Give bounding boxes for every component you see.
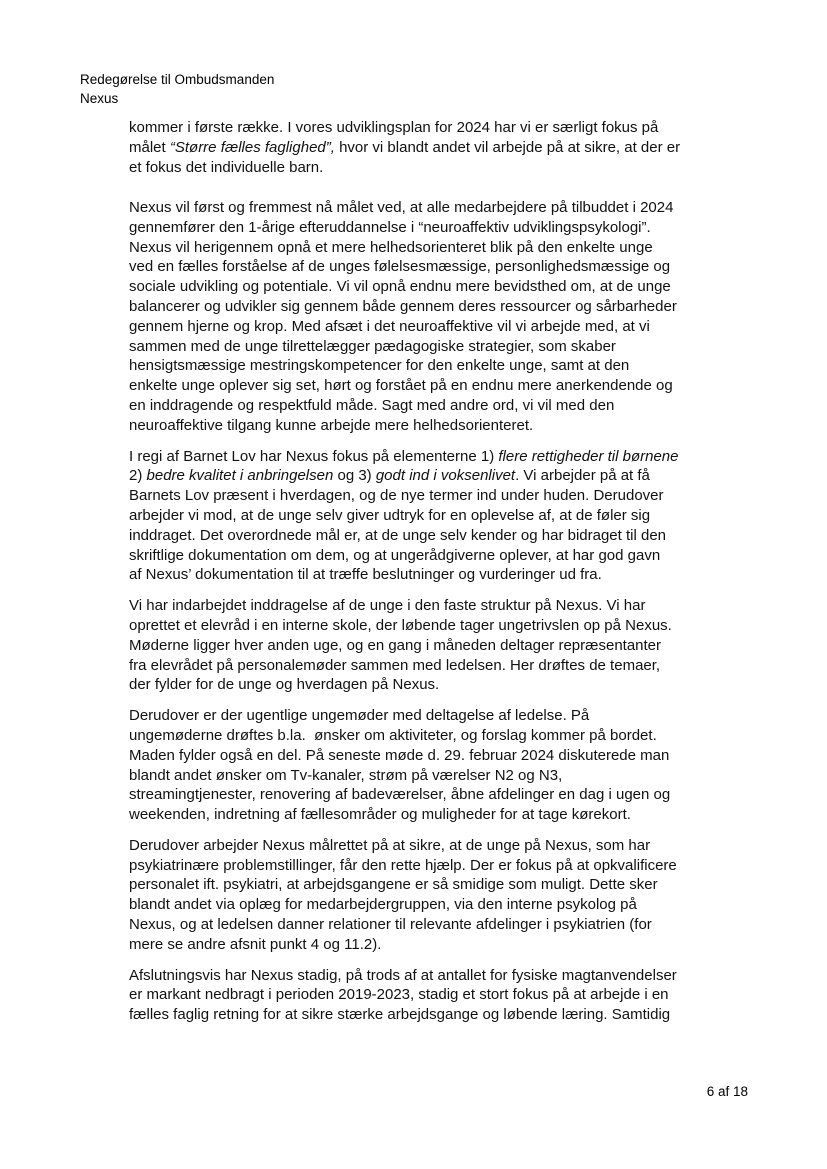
text-segment: Afslutningsvis har Nexus stadig, på trods af at antallet for fysiske magtanvendelser [129, 966, 677, 984]
text-segment: mere se andre afsnit punkt 4 og 11.2). [129, 935, 382, 953]
paragraph [129, 118, 789, 177]
page-number: 6 af 18 [706, 1084, 748, 1099]
paragraph [129, 966, 789, 1025]
text-segment: balancerer og udvikler sig gennem både gennem deres ressourcer og sårbarheder [129, 297, 677, 315]
text-segment: sociale udvikling og potentiale. Vi vil opnå endnu mere bevidsthed om, at de unge [129, 278, 671, 296]
text-segment: I regi af Barnet Lov har Nexus fokus på elementerne 1) [129, 447, 499, 465]
text-segment: Vi har indarbejdet inddragelse af de unge i den faste struktur på Nexus. Vi har [129, 597, 646, 615]
text-line [129, 158, 789, 178]
text-line [129, 546, 789, 566]
italic-text: flere rettigheder til børnene [498, 447, 679, 465]
text-line [129, 915, 789, 935]
text-line [129, 565, 789, 585]
text-line [129, 966, 789, 986]
text-segment: gennem hjerne og krop. Med afsæt i det neuroaffektive vil vi arbejde med, at vi [129, 317, 650, 335]
text-line [129, 337, 789, 357]
text-segment: arbejder vi mod, at de unge selv giver udtryk for en oplevelse af, at de føler sig [129, 506, 651, 524]
text-segment: Derudover er der ugentlige ungemøder med deltagelse af ledelse. På [129, 707, 590, 725]
text-line [129, 596, 789, 616]
text-line [129, 317, 789, 337]
paragraph [129, 836, 789, 955]
text-line [129, 118, 789, 138]
text-segment: blandt andet ønsker om Tv-kanaler, strøm på værelser N2 og N3, [129, 766, 563, 784]
text-line [129, 356, 789, 376]
text-line [129, 656, 789, 676]
text-line [129, 466, 789, 486]
text-line [129, 396, 789, 416]
text-line [129, 636, 789, 656]
text-line [129, 376, 789, 396]
italic-text: bedre kvalitet i anbringelsen [146, 467, 334, 485]
text-segment: Møderne ligger hver anden uge, og en gang i måneden deltager repræsentanter [129, 636, 662, 654]
text-segment: 2) [129, 467, 147, 485]
text-line [129, 218, 789, 238]
text-segment: fra elevrådet på personalemøder sammen med ledelsen. Her drøftes de temaer, [129, 656, 661, 674]
text-segment: skriftlige dokumentation om dem, og at ungerådgiverne oplever, at har god gavn [129, 546, 661, 564]
text-line [129, 805, 789, 825]
text-line [129, 238, 789, 258]
text-segment: blandt andet via oplæg for medarbejdergruppen, via den interne psykolog på [129, 896, 637, 914]
paragraph [129, 447, 789, 586]
text-line [129, 486, 789, 506]
text-segment: kommer i første række. I vores udviklingsplan for 2024 har vi er særligt fokus på [129, 119, 659, 136]
text-segment: gennemfører den 1-årige efteruddannelse i “neuroaffektiv udviklingspsykologi”. [129, 218, 651, 236]
italic-text: “Større fælles faglighed”, [169, 138, 335, 156]
header-title: Redegørelse til Ombudsmanden [80, 72, 275, 87]
text-line [129, 895, 789, 915]
text-segment: et fokus det individuelle barn. [129, 158, 324, 176]
text-segment: Derudover arbejder Nexus målrettet på at sikre, at de unge på Nexus, som har [129, 836, 651, 854]
text-line [129, 526, 789, 546]
text-line [129, 138, 789, 158]
text-segment: der fylder for de unge og hverdagen på Nexus. [129, 676, 440, 694]
text-segment: inddraget. Det overordnede mål er, at de unge selv kender og har bidraget til den [129, 526, 667, 544]
text-segment: oprettet et elevråd i en interne skole, der løbende tager ungetrivslen op på Nexus. [129, 616, 672, 634]
text-line [129, 875, 789, 895]
text-line [129, 836, 789, 856]
text-segment: ungemøderne drøftes b.la. ønsker om aktiviteter, og forslag kommer på bordet. [129, 726, 657, 744]
text-line [129, 706, 789, 726]
paragraph [129, 198, 789, 436]
text-segment: Nexus, og at ledelsen danner relationer til relevante afdelinger i psykiatrien (for [129, 916, 652, 934]
text-segment: er markant nedbragt i perioden 2019-2023, stadig et stort fokus på at arbejde i en [129, 986, 669, 1004]
header-subtitle: Nexus [80, 91, 119, 106]
text-line [129, 746, 789, 766]
text-segment: Barnets Lov præsent i hverdagen, og de nye termer ind under huden. Derudover [129, 487, 664, 505]
text-segment: Maden fylder også en del. På seneste møde d. 29. februar 2024 diskuterede man [129, 746, 670, 764]
text-segment: weekenden, indretning af fællesområder og muligheder for at tage kørekort. [129, 806, 631, 824]
text-line [129, 985, 789, 1005]
text-segment: psykiatrinære problemstillinger, får den rette hjælp. Der er fokus på at opkvalificere [129, 856, 677, 874]
text-line [129, 257, 789, 277]
page-header [80, 70, 274, 108]
text-line [129, 785, 789, 805]
text-segment: målet [129, 138, 170, 156]
text-segment: neuroaffektive tilgang kunne arbejde mere helhedsorienteret. [129, 416, 534, 434]
text-segment: personalet ift. psykiatri, at arbejdsgangene er så smidige som muligt. Dette sker [129, 876, 658, 894]
text-segment: en inddragende og respektfuld måde. Sagt med andre ord, vi vil med den [129, 396, 615, 414]
text-line [129, 675, 789, 695]
text-line [129, 1005, 789, 1025]
text-segment: Nexus vil herigennem opnå et mere helhedsorienteret blik på den enkelte unge [129, 238, 653, 256]
text-line [129, 616, 789, 636]
text-line [129, 506, 789, 526]
text-line [129, 277, 789, 297]
text-segment: hvor vi blandt andet vil arbejde på at sikre, at der er [334, 138, 681, 156]
text-line [129, 198, 789, 218]
text-segment: . Vi arbejder på at få [515, 467, 650, 485]
paragraph [129, 596, 789, 695]
body-text [129, 118, 789, 1036]
text-segment: streamingtjenester, renovering af badeværelser, åbne afdelinger en dag i ugen og [129, 786, 671, 804]
text-segment: fælles faglig retning for at sikre stærke arbejdsgange og løbende læring. Samtidig [129, 1006, 671, 1024]
text-segment: enkelte unge oplever sig set, hørt og forstået på en endnu mere anerkendende og [129, 377, 673, 395]
text-line [129, 856, 789, 876]
text-line [129, 935, 789, 955]
text-line [129, 447, 789, 467]
text-segment: sammen med de unge tilrettelægger pædagogiske strategier, som skaber [129, 337, 616, 355]
text-line [129, 726, 789, 746]
text-segment: af Nexus’ dokumentation til at træffe beslutninger og vurderinger ud fra. [129, 566, 602, 584]
paragraph [129, 706, 789, 825]
text-segment: hensigtsmæssige mestringskompetencer for den enkelte unge, samt at den [129, 357, 630, 375]
text-segment: og 3) [333, 467, 376, 485]
text-segment: Nexus vil først og fremmest nå målet ved, at alle medarbejdere på tilbuddet i 2024 [129, 198, 674, 216]
text-segment: ved en fælles forståelse af de unges følelsesmæssige, personlighedsmæssige og [129, 258, 671, 276]
italic-text: godt ind i voksenlivet [375, 467, 516, 485]
text-line [129, 416, 789, 436]
text-line [129, 297, 789, 317]
text-line [129, 766, 789, 786]
